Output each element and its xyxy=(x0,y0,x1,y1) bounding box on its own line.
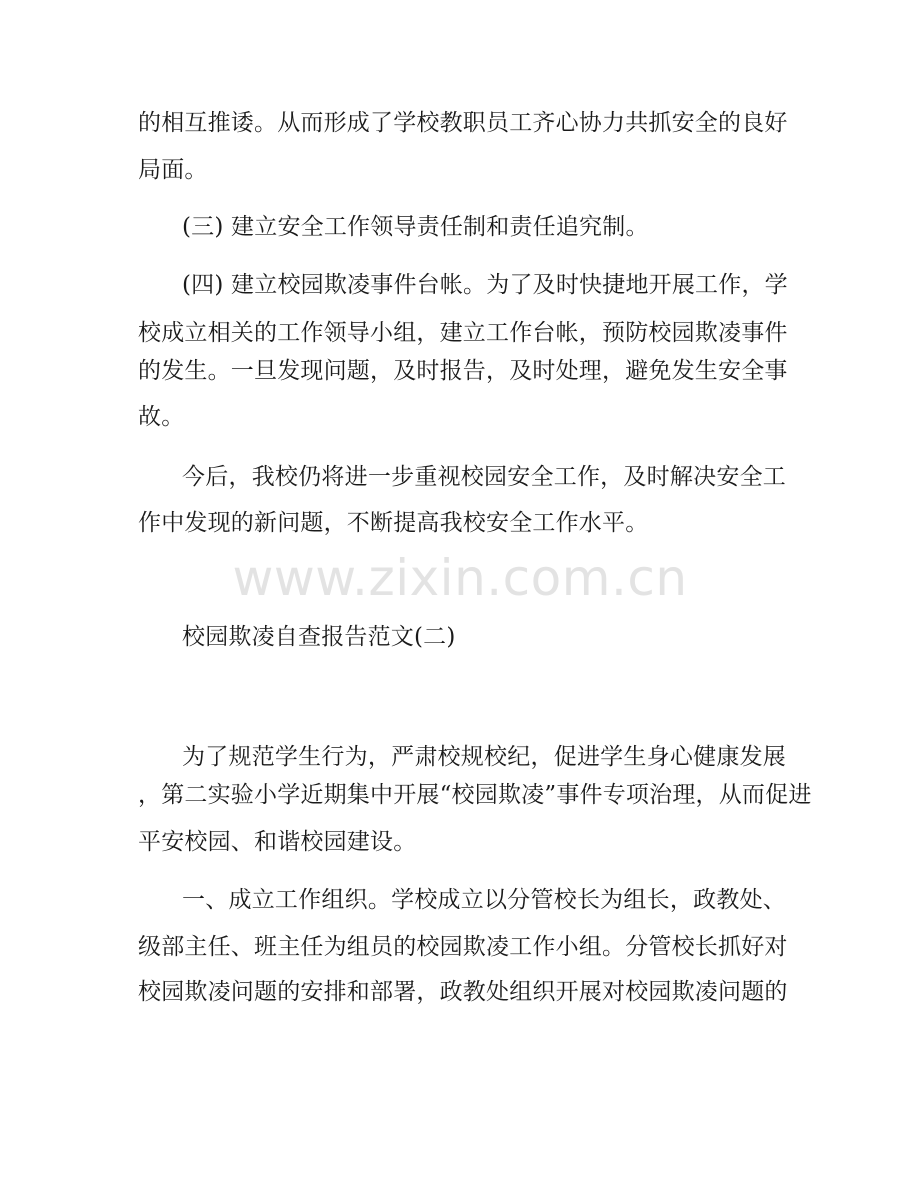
paragraph-line: 级部主任、班主任为组员的校园欺凌工作小组。分管校长抓好对 xyxy=(138,934,788,960)
paragraph-line: 的发生。一旦发现问题，及时报告，及时处理，避免发生安全事 xyxy=(138,358,788,384)
paragraph-line: 的相互推诿。从而形成了学校教职员工齐心协力共抓安全的良好 xyxy=(138,110,788,136)
paragraph-line: 平安校园、和谐校园建设。 xyxy=(138,829,417,855)
paragraph-line: 为了规范学生行为，严肃校规校纪，促进学生身心健康发展 xyxy=(182,744,786,770)
watermark: www.zixin.com.cn xyxy=(232,549,688,607)
paragraph-line: 校园欺凌问题的安排和部署，政教处组织开展对校园欺凌问题的 xyxy=(138,979,788,1005)
paragraph-line: (三) 建立安全工作领导责任制和责任追究制。 xyxy=(182,214,649,240)
paragraph-line: 故。 xyxy=(138,404,185,430)
paragraph-line: 校成立相关的工作领导小组，建立工作台帐，预防校园欺凌事件 xyxy=(138,320,788,346)
paragraph-line: 今后，我校仍将进一步重视校园安全工作，及时解决安全工 xyxy=(182,464,786,490)
section-heading: 校园欺凌自查报告范文(二) xyxy=(182,624,456,650)
paragraph-line: ，第二实验小学近期集中开展“校园欺凌”事件专项治理，从而促进 xyxy=(138,782,812,808)
paragraph-line: (四) 建立校园欺凌事件台帐。为了及时快捷地开展工作，学 xyxy=(182,272,788,298)
paragraph-line: 作中发现的新问题，不断提高我校安全工作水平。 xyxy=(138,510,649,536)
paragraph-line: 局面。 xyxy=(138,157,208,183)
paragraph-line: 一、成立工作组织。学校成立以分管校长为组长，政教处、 xyxy=(182,887,786,913)
